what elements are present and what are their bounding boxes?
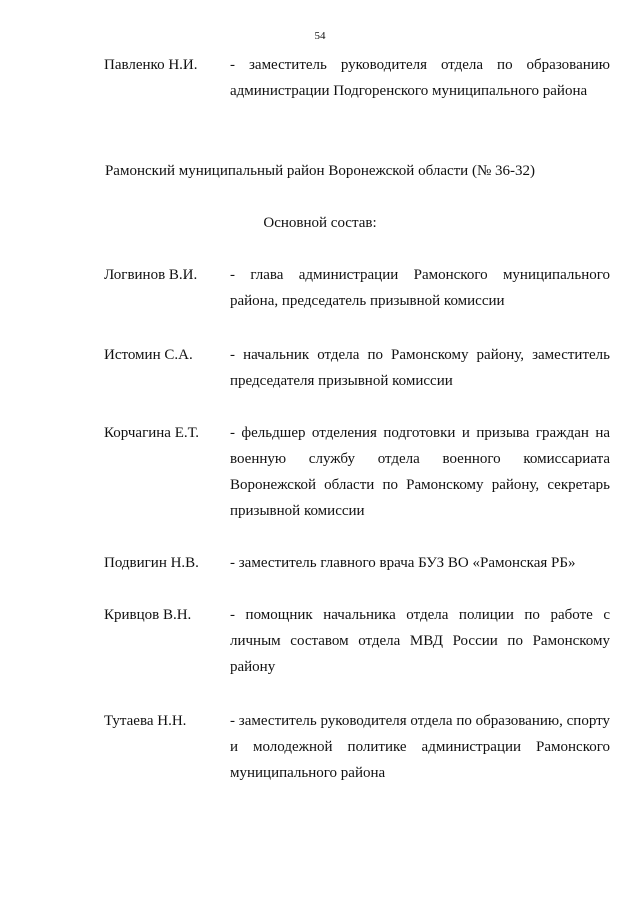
member-name: Тутаева Н.Н. <box>104 713 187 729</box>
member-role: - глава администрации Рамонского муниципального района, председатель призывной комиссии <box>230 267 610 309</box>
member-role: - заместитель руководителя отдела по образованию, спорту и молодежной политике администрации Рамонского муниципального района <box>230 713 610 781</box>
member-role: - фельдшер отделения подготовки и призыва граждан на военную службу отдела военного комиссариата Воронежской области по Рамонскому району, секретарь призывной комиссии <box>230 425 610 519</box>
page-number: 54 <box>314 30 326 42</box>
member-role: - заместитель руководителя отдела по образованию администрации Подгоренского муниципального района <box>230 57 610 99</box>
member-name: Кривцов В.Н. <box>104 607 192 623</box>
member-name: Истомин С.А. <box>104 347 193 363</box>
subsection-title: Основной состав: <box>263 215 377 231</box>
member-role: - начальник отдела по Рамонскому району, заместитель председателя призывной комиссии <box>230 347 610 389</box>
member-role: - помощник начальника отдела полиции по работе с личным составом отдела МВД России по Рамонскому району <box>230 607 610 675</box>
member-name: Павленко Н.И. <box>104 57 198 73</box>
member-name: Корчагина Е.Т. <box>104 425 200 441</box>
member-name: Логвинов В.И. <box>104 267 198 283</box>
member-role: - заместитель главного врача БУЗ ВО «Рамонская РБ» <box>230 555 576 571</box>
section-title: Рамонский муниципальный район Воронежской области (№ 36-32) <box>104 163 536 179</box>
member-name: Подвигин Н.В. <box>104 555 199 571</box>
